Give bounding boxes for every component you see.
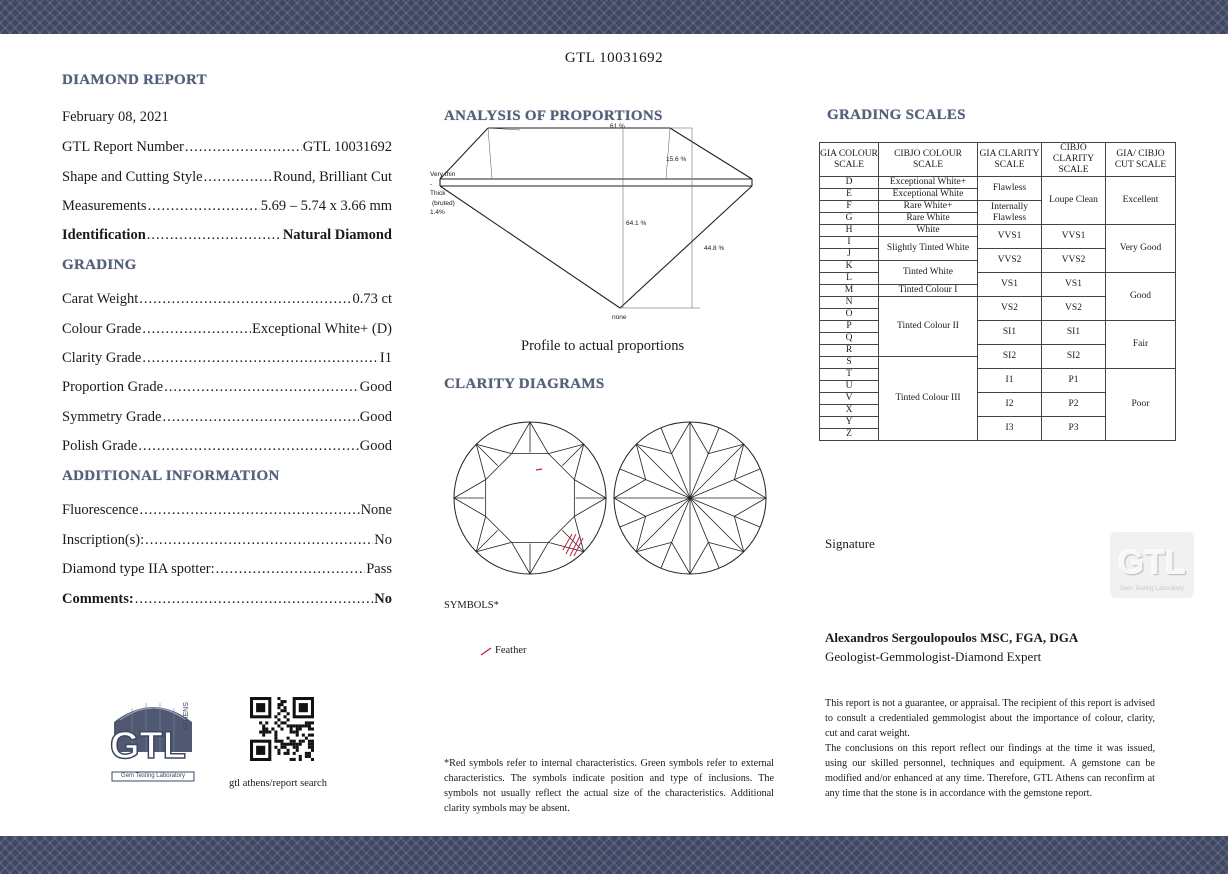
detail-row-report-number xyxy=(62,139,392,156)
top-security-band xyxy=(0,0,1228,34)
seal-ribbon: Gem Testing Laboratory xyxy=(1120,586,1184,592)
detail-label: Measurements xyxy=(62,198,147,214)
grading-row-proportion xyxy=(62,379,392,396)
qr-module xyxy=(308,743,311,746)
pavilion-facet-line xyxy=(734,444,743,479)
gia-colour-cell: X xyxy=(820,405,879,417)
qr-module xyxy=(293,752,296,755)
girdle-label-line: Thick xyxy=(430,190,446,197)
qr-module xyxy=(296,749,299,752)
crown-facet-line xyxy=(454,498,486,516)
gia-colour-cell: T xyxy=(820,369,879,381)
qr-module xyxy=(308,727,311,730)
scale-row xyxy=(820,225,1176,237)
cut-scale-cell: Fair xyxy=(1106,321,1176,369)
crown-facet-line xyxy=(574,480,606,498)
detail-value: 5.69 – 5.74 x 3.66 mm xyxy=(260,198,392,214)
additional-row-fluorescence xyxy=(62,502,392,519)
gia-colour-cell: D xyxy=(820,177,879,189)
qr-caption: gtl athens/report search xyxy=(229,778,327,789)
gtl-logo-text: GTL xyxy=(110,725,186,767)
qr-module xyxy=(305,755,308,758)
qr-module xyxy=(299,724,302,727)
grading-value: Good xyxy=(359,438,392,454)
gia-colour-cell: O xyxy=(820,309,879,321)
gia-colour-cell: R xyxy=(820,345,879,357)
pavilion-facet-line xyxy=(690,422,708,454)
qr-module xyxy=(299,743,302,746)
qr-module xyxy=(274,721,277,724)
qr-module xyxy=(274,746,277,749)
qr-module xyxy=(277,740,280,743)
additional-row-inscription xyxy=(62,532,392,549)
gia-colour-cell: V xyxy=(820,393,879,405)
cibjo-clarity-cell: SI1 xyxy=(1042,321,1106,345)
qr-module xyxy=(280,727,283,730)
qr-module xyxy=(290,740,293,743)
gia-colour-cell: L xyxy=(820,273,879,285)
grading-value: I1 xyxy=(379,350,392,366)
scale-row xyxy=(820,177,1176,189)
qr-module xyxy=(299,755,302,758)
grading-value: Good xyxy=(359,409,392,425)
cibjo-colour-cell: Tinted Colour II xyxy=(879,297,978,357)
bottom-security-band xyxy=(0,836,1228,874)
grading-row-clarity xyxy=(62,350,392,367)
additional-value: Pass xyxy=(366,561,392,577)
crown-facet-line xyxy=(574,444,583,479)
gia-colour-cell: Z xyxy=(820,429,879,441)
grading-scales-table xyxy=(819,142,1176,441)
qr-module xyxy=(287,749,290,752)
detail-value: Natural Diamond xyxy=(282,227,392,243)
qr-module xyxy=(262,734,265,737)
qr-module xyxy=(284,715,287,718)
cibjo-colour-cell: Tinted White xyxy=(879,261,978,285)
gtl-logo xyxy=(106,694,200,786)
crown-facet-line xyxy=(476,542,511,551)
gia-clarity-cell: SI1 xyxy=(978,321,1042,345)
crown-facet-line xyxy=(476,516,485,551)
pavilion-clarity-diagram xyxy=(612,420,768,576)
additional-label: Fluorescence xyxy=(62,502,139,518)
cibjo-clarity-cell: P3 xyxy=(1042,417,1106,441)
gia-colour-cell: K xyxy=(820,261,879,273)
pavilion-facet-line xyxy=(672,542,690,574)
qr-module xyxy=(302,734,305,737)
qr-module xyxy=(311,721,314,724)
pavilion-facet-line xyxy=(690,542,708,574)
gia-clarity-cell: Internally Flawless xyxy=(978,201,1042,225)
embossed-seal xyxy=(1110,532,1194,598)
qr-module xyxy=(280,746,283,749)
qr-module xyxy=(296,734,299,737)
gia-clarity-cell: I3 xyxy=(978,417,1042,441)
qr-module xyxy=(277,749,280,752)
gia-clarity-cell: VS2 xyxy=(978,297,1042,321)
cibjo-clarity-cell: P2 xyxy=(1042,393,1106,417)
qr-module xyxy=(274,715,277,718)
scale-header: GIA CLARITY SCALE xyxy=(978,143,1042,177)
gia-colour-cell: S xyxy=(820,357,879,369)
grading-label: Symmetry Grade xyxy=(62,409,162,425)
qr-module xyxy=(290,724,293,727)
qr-module xyxy=(305,721,308,724)
disclaimer-paragraph: The conclusions on this report reflect our findings at the time it was issued, using our skilled personnel, techniques and equipment. A gemstone can be modified and/or enhanced at any time. Therefore, GTL Athens can reconfirm at any time that the stone is in accordance with the gemstone report. xyxy=(825,743,1155,799)
gia-colour-cell: M xyxy=(820,285,879,297)
cut-scale-cell: Poor xyxy=(1106,369,1176,441)
qr-module xyxy=(293,743,296,746)
qr-module xyxy=(284,700,287,703)
qr-module xyxy=(284,743,287,746)
qr-module xyxy=(284,709,287,712)
gia-colour-cell: H xyxy=(820,225,879,237)
grading-row-colour xyxy=(62,321,392,338)
gia-colour-cell: Y xyxy=(820,417,879,429)
pavilion-facet-line xyxy=(734,480,766,498)
crown-facet-line xyxy=(530,542,548,574)
additional-value: None xyxy=(360,502,392,518)
qr-module xyxy=(299,727,302,730)
qr-module xyxy=(259,721,262,724)
pavilion-facet-line xyxy=(636,516,645,551)
qr-module xyxy=(284,752,287,755)
additional-label: Comments: xyxy=(62,591,134,607)
cibjo-colour-cell: White xyxy=(879,225,978,237)
qr-module xyxy=(302,740,305,743)
gia-clarity-cell: VVS1 xyxy=(978,225,1042,249)
scale-row xyxy=(820,273,1176,285)
proportions-diagram xyxy=(430,118,770,328)
report-date: February 08, 2021 xyxy=(62,109,169,125)
scale-header: CIBJO COLOUR SCALE xyxy=(879,143,978,177)
detail-label: GTL Report Number xyxy=(62,139,184,155)
symbols-note: *Red symbols refer to internal characteristics. Green symbols refer to external characteristics. The symbols indicate position and type of inclusions. The symbols not usually reflect the actual size of the characteristics. Additional clarity symbols may be absent. xyxy=(444,758,774,814)
crown-facet-line xyxy=(454,480,486,498)
qr-module xyxy=(290,758,293,761)
gia-colour-cell: F xyxy=(820,201,879,213)
gia-clarity-cell: Flawless xyxy=(978,177,1042,201)
gia-colour-cell: E xyxy=(820,189,879,201)
qr-module xyxy=(277,703,280,706)
scale-header: GIA/ CIBJO CUT SCALE xyxy=(1106,143,1176,177)
cibjo-clarity-cell: VVS1 xyxy=(1042,225,1106,249)
qr-module xyxy=(280,743,283,746)
qr-module xyxy=(262,724,265,727)
qr-module xyxy=(293,731,296,734)
pavilion-facet-line xyxy=(636,444,690,498)
cibjo-clarity-cell: VS2 xyxy=(1042,297,1106,321)
cibjo-clarity-cell: SI2 xyxy=(1042,345,1106,369)
cibjo-colour-cell: Rare White xyxy=(879,213,978,225)
qr-module xyxy=(287,724,290,727)
qr-module xyxy=(265,721,268,724)
disclaimer-paragraph: This report is not a guarantee, or appraisal. The recipient of this report is advised to consult a credentialed gemmologist about the importance of colour, clarity, cut and carat weight. xyxy=(825,698,1155,739)
qr-module xyxy=(280,740,283,743)
feather-icon xyxy=(480,646,492,656)
grading-row-symmetry xyxy=(62,409,392,426)
qr-module xyxy=(305,737,308,740)
qr-module xyxy=(290,731,293,734)
cibjo-colour-cell: Tinted Colour I xyxy=(879,285,978,297)
additional-info-title: ADDITIONAL INFORMATION xyxy=(62,468,280,484)
qr-module xyxy=(287,743,290,746)
qr-module xyxy=(280,709,283,712)
crown-percentage: 15.6 % xyxy=(666,156,687,163)
qr-module xyxy=(290,727,293,730)
gia-clarity-cell: I1 xyxy=(978,369,1042,393)
qr-module xyxy=(296,727,299,730)
pavilion-facet-line xyxy=(690,444,744,498)
qr-module xyxy=(308,755,311,758)
grading-label: Proportion Grade xyxy=(62,379,164,395)
qr-module xyxy=(287,712,290,715)
grading-value: Good xyxy=(359,379,392,395)
pavilion-facet-line xyxy=(708,444,743,453)
qr-module xyxy=(274,737,277,740)
grading-scales-title: GRADING SCALES xyxy=(827,107,966,123)
detail-row-shape xyxy=(62,169,392,186)
qr-module xyxy=(302,724,305,727)
qr-module xyxy=(262,731,265,734)
qr-module xyxy=(305,752,308,755)
qr-module xyxy=(277,752,280,755)
grading-label: Polish Grade xyxy=(62,438,138,454)
qr-module xyxy=(311,740,314,743)
qr-module xyxy=(311,743,314,746)
qr-module xyxy=(293,740,296,743)
clarity-title: CLARITY DIAGRAMS xyxy=(444,376,605,392)
cut-scale-cell: Very Good xyxy=(1106,225,1176,273)
qr-module xyxy=(311,727,314,730)
qr-module xyxy=(262,727,265,730)
qr-module xyxy=(299,758,302,761)
additional-value: No xyxy=(374,591,392,607)
table-percentage: 61 % xyxy=(610,123,625,130)
qr-module xyxy=(265,731,268,734)
qr-module xyxy=(293,724,296,727)
qr-module xyxy=(308,752,311,755)
grading-label: Colour Grade xyxy=(62,321,142,337)
girdle-label-line: - xyxy=(430,180,433,188)
qr-module xyxy=(296,724,299,727)
qr-module xyxy=(268,731,271,734)
qr-module xyxy=(274,731,277,734)
symbols-label: SYMBOLS* xyxy=(444,600,499,611)
qr-module xyxy=(277,697,280,700)
qr-module xyxy=(280,721,283,724)
diamond-report-title: DIAMOND REPORT xyxy=(62,72,207,88)
qr-module xyxy=(299,740,302,743)
cibjo-clarity-cell: VS1 xyxy=(1042,273,1106,297)
grading-label: Carat Weight xyxy=(62,291,139,307)
signature-label: Signature xyxy=(825,536,875,551)
report-number-header: GTL 10031692 xyxy=(564,50,664,66)
gia-clarity-cell: SI2 xyxy=(978,345,1042,369)
detail-label: Shape and Cutting Style xyxy=(62,169,203,185)
cut-scale-cell: Excellent xyxy=(1106,177,1176,225)
qr-module xyxy=(271,727,274,730)
qr-module xyxy=(311,734,314,737)
scale-header: GIA COLOUR SCALE xyxy=(820,143,879,177)
proportions-title: ANALYSIS OF PROPORTIONS xyxy=(444,108,663,124)
additional-label: Diamond type IIA spotter: xyxy=(62,561,215,577)
qr-module xyxy=(308,746,311,749)
cibjo-colour-cell: Slightly Tinted White xyxy=(879,237,978,261)
gia-colour-cell: G xyxy=(820,213,879,225)
gia-colour-cell: J xyxy=(820,249,879,261)
pavilion-facet-line xyxy=(708,542,743,551)
gia-colour-cell: U xyxy=(820,381,879,393)
qr-module xyxy=(277,706,280,709)
qr-module xyxy=(280,700,283,703)
grading-value: Exceptional White+ (D) xyxy=(252,321,392,337)
signer-title: Geologist-Gemmologist-Diamond Expert xyxy=(825,649,1042,664)
qr-module xyxy=(274,740,277,743)
grading-title: GRADING xyxy=(62,257,137,273)
signer-name: Alexandros Sergoulopoulos MSC, FGA, DGA xyxy=(825,630,1079,645)
crown-facet-line xyxy=(476,444,511,453)
qr-module xyxy=(308,724,311,727)
grading-label: Clarity Grade xyxy=(62,350,142,366)
qr-module xyxy=(311,746,314,749)
gia-colour-cell: I xyxy=(820,237,879,249)
qr-module xyxy=(287,737,290,740)
cut-scale-cell: Good xyxy=(1106,273,1176,321)
qr-module xyxy=(311,749,314,752)
qr-module xyxy=(293,746,296,749)
crown-facet-line xyxy=(512,542,530,574)
crown-facet-line xyxy=(476,444,485,479)
crown-facet-line xyxy=(512,422,530,454)
gia-colour-cell: N xyxy=(820,297,879,309)
disclaimer xyxy=(825,696,1155,801)
additional-row-type-iia xyxy=(62,561,392,578)
pavilion-facet-line xyxy=(636,444,645,479)
scale-header: CIBJO CLARITY SCALE xyxy=(1042,143,1106,177)
qr-module xyxy=(259,731,262,734)
pavilion-facet-line xyxy=(690,498,744,552)
cibjo-colour-cell: Rare White+ xyxy=(879,201,978,213)
girdle-label-line: (bruted) xyxy=(432,199,455,207)
qr-module xyxy=(308,734,311,737)
pavilion-facet-line xyxy=(636,542,671,551)
detail-value: GTL 10031692 xyxy=(302,139,392,155)
qr-module xyxy=(277,712,280,715)
qr-module xyxy=(287,718,290,721)
qr-module xyxy=(290,743,293,746)
pavilion-facet-line xyxy=(636,444,671,453)
detail-row-measurements xyxy=(62,198,392,215)
pavilion-facet-line xyxy=(734,516,743,551)
qr-module xyxy=(308,721,311,724)
crown-clarity-diagram xyxy=(452,420,608,576)
qr-module xyxy=(277,724,280,727)
grading-row-polish xyxy=(62,438,392,455)
girdle-label xyxy=(430,170,455,218)
crown-facet-line xyxy=(548,444,583,453)
cibjo-clarity-cell: VVS2 xyxy=(1042,249,1106,273)
detail-value: Round, Brilliant Cut xyxy=(273,169,392,185)
qr-module xyxy=(305,724,308,727)
additional-row-comments xyxy=(62,591,392,608)
girdle-label-line: 1.4% xyxy=(430,209,445,216)
gia-clarity-cell: VS1 xyxy=(978,273,1042,297)
qr-module xyxy=(293,758,296,761)
pavilion-facet-line xyxy=(636,498,690,552)
crown-facet-line xyxy=(530,422,548,454)
cibjo-colour-cell: Exceptional White xyxy=(879,189,978,201)
qr-module xyxy=(296,746,299,749)
cibjo-clarity-cell: P1 xyxy=(1042,369,1106,393)
qr-module xyxy=(280,703,283,706)
detail-label: Identification xyxy=(62,227,146,243)
qr-module xyxy=(296,743,299,746)
qr-module xyxy=(299,703,308,712)
pavilion-percentage: 44.8 % xyxy=(704,245,725,252)
qr-code-graphic xyxy=(250,697,314,761)
culet-label: none xyxy=(612,314,627,321)
feather-label: Feather xyxy=(495,645,527,656)
additional-label: Inscription(s): xyxy=(62,532,145,548)
qr-module xyxy=(284,721,287,724)
cibjo-colour-cell: Tinted Colour III xyxy=(879,357,978,441)
qr-module xyxy=(296,731,299,734)
crown-facet-line xyxy=(574,498,606,516)
grading-value: 0.73 ct xyxy=(352,291,392,307)
qr-module xyxy=(308,740,311,743)
additional-value: No xyxy=(374,532,392,548)
qr-code[interactable] xyxy=(250,697,314,766)
qr-module xyxy=(265,727,268,730)
grading-row-carat xyxy=(62,291,392,308)
gia-colour-cell: P xyxy=(820,321,879,333)
gtl-logo-side-text: ATHENS xyxy=(183,702,190,730)
gia-colour-cell: Q xyxy=(820,333,879,345)
gia-clarity-cell: VVS2 xyxy=(978,249,1042,273)
qr-module xyxy=(311,758,314,761)
pavilion-facet-line xyxy=(672,422,690,454)
qr-module xyxy=(284,746,287,749)
qr-module xyxy=(256,703,265,712)
detail-row-identification xyxy=(62,227,392,244)
gtl-logo-ribbon: Gem Testing Laboratory xyxy=(121,773,185,779)
depth-percentage: 64.1 % xyxy=(626,220,647,227)
cibjo-colour-cell: Exceptional White+ xyxy=(879,177,978,189)
qr-module xyxy=(287,752,290,755)
girdle-label-line: Very thin xyxy=(430,171,456,178)
feather-symbol-mark xyxy=(536,469,542,470)
cibjo-clarity-cell: Loupe Clean xyxy=(1042,177,1106,225)
qr-module xyxy=(256,746,265,755)
profile-caption: Profile to actual proportions xyxy=(521,338,685,354)
pavilion-facet-line xyxy=(614,498,646,516)
pavilion-facet-line xyxy=(734,498,766,516)
seal-text: GTL xyxy=(1118,544,1186,582)
qr-module xyxy=(284,706,287,709)
scale-row xyxy=(820,369,1176,381)
gia-clarity-cell: I2 xyxy=(978,393,1042,417)
qr-module xyxy=(277,718,280,721)
scale-row xyxy=(820,321,1176,333)
qr-module xyxy=(274,734,277,737)
pavilion-facet-line xyxy=(614,480,646,498)
